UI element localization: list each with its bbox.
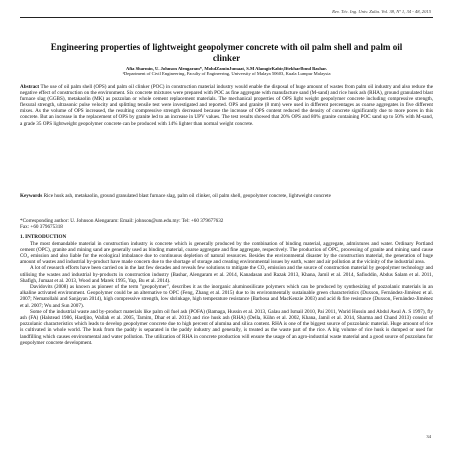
introduction-section — [20, 234, 433, 346]
intro-paragraph: The most demandable material in construction industry is concrete which is generally produced by the combination of binding material, aggregate, admixtures and water. Ordinary Portland cement (OPC), granite and mining sand are generally used as binding material, coarse aggregate and fine aggregate, respectively. The production of OPC, processing of granite and mining sand cause CO₂ emission and also liable for the ecological imbalance due to continuous depletion of natural resources. Besides the environmental disaster by the construction material, the generation of huge amount of wastes and industrial by-product have made concern due to the shortage of storage and creating environmental issues by earth, water and air pollution at the vicinity of the industrial area. — [20, 240, 433, 265]
keywords-text: Rice husk ash, metakaolin, ground granulated blast furnace slag, palm oil clinker, oil palm shell, geopolymer concrete, lightweight concrete — [43, 193, 331, 199]
keywords-label: Keywords — [20, 193, 43, 199]
header-rule — [20, 17, 433, 18]
abstract-section — [20, 84, 433, 127]
fax-line: Fax: +60 379675318 — [20, 224, 63, 231]
affiliation: ¹Department of Civil Engineering, Faculty of Engineering, University of Malaya 50603, Kuala Lumpur Malaysia — [122, 71, 331, 76]
abstract-label: Abstract — [20, 84, 40, 90]
author-list: Afia Sharmin, U. Johnson Alengaram*, MohdZaminJumaat, S.M AlamgirKabir,IftekharIbnul Bashar. — [126, 66, 327, 71]
intro-paragraph: A lot of research efforts have been carried on in the last few decades and reveals few solutions to mitigate the CO₂ emission and the source of construction material by geopolymer technology and utilising the wastes and industrial by-products in construction industry (Bashar, Alengaram et al. 2014, Kanadasan and Razak 2013, Khana, Jamil et al. 2014, Safiuddin, Abdus Salam et al. 2011, Shafigh, Jumaat et al. 2013, Wood and Marek 1995, Yap, Bu et al. 2014). — [20, 265, 433, 284]
running-header: Rev. Téc. Ing. Univ. Zulia. Vol. 38, Nº 1, 34 - 48, 2015 — [332, 9, 431, 14]
intro-paragraph: Davidovits (2008) as known as pioneer of the term "geopolymer", describes it as the inorganic aluminosilicate polymers which can be produced by synthesizing of pozzolanic materials in an alkaline activated environment. Geopolymer could be an alternative to OPC (Feng, Zhang et al. 2015) due to its environmentally sustainable green characteristics (Duxson, Fernández-Jiménez et al. 2007; Nematollahi and Sanjayan 2014), high compressive strength, low shrinkage, high temperature resistance (Barbosa and MacKenzie 2003) and acid & fire resistance (Duxson, Fernández-Jiménez et al. 2007; Wu and Sun 2007). — [20, 284, 433, 309]
abstract-text: The use of oil palm shell (OPS) and palm oil clinker (POC) in construction material industry would enable the disposal of huge amount of wastes from palm oil industry and also reduce the negative effect of construction on the environment. Six concrete mixtures were prepared with POC as fine aggregate with manufacture sand (M-sand) and rice husk ash (RHA), ground granulated blast furnace slag (GGBS), metakaolin (MK) as pozzolan or whole cement replacement materials. The mechanical properties of OPS light weight geopolymer concrete including compressive strength, flexural strength, ultrasonic pulse velocity and splitting tensile test were investigated and reported. OPS and granite (8 mm) were used in different percentages as coarse aggregates in five different mixes. As the volume of OPS increased, the resulting compressive strength decreased because the increase of OPS content reduced the density of concrete significantly due to more pores in this concrete. But an increase in the replacement of OPS by granite led to an increase in UPV values. The test results showed that 20% OPS and 80% granite containing POC sand up to 50% with M-sand, a grade 35 OPS lightweight geopolymer concrete can be produced with 14% lighter than normal weight concrete. — [20, 84, 433, 127]
corresponding-author-line: *Corresponding author: U. Johnson Alengaram: Email: johnson@um.edu.my: Tel: +60 379677632 — [20, 218, 224, 224]
keywords-section — [20, 193, 433, 199]
intro-paragraph: Some of the industrial waste and by-product materials like palm oil fuel ash (POFA) (Bamaga, Hussin et al. 2013, Galau and Ismail 2010, Pai 2011, Warid Hussin and Abdul Awal A. S 1997), fly ash (FA) (Halstead 1986, Hardjito, Wallah et al. 2005, Tarnim, Dhar et al. 2013) and rice husk ash (RHA) (Della, Kühn et al. 2002, Khana, Jamil et al. 2014, Sharma and Chand 2013) consist of pozzolanic characteristics which leads to develop geopolymer concrete due to high percent of alumina and silica content. RHA is one of the biggest source of pozzolanic material. Huge amount of rice is cultivated in whole world. The husk from the paddy is separated in the paddy industry and generally, is treated as the waste part of the rice. A big volume of rice husk is dumped or used for landfilling which causes environmental and water pollution. The utilization of RHA in concrete production will ensure the usage of an agro-industrial waste material and a good source of pozzolans for geopolymer concrete development. — [20, 309, 433, 346]
page-number: 34 — [426, 434, 431, 439]
paper-title: Engineering properties of lightweight geopolymer concrete with oil palm shell and palm oil clinker — [50, 42, 403, 63]
introduction-heading: 1. INTRODUCTION — [20, 234, 67, 240]
correspondence-section — [20, 218, 433, 230]
